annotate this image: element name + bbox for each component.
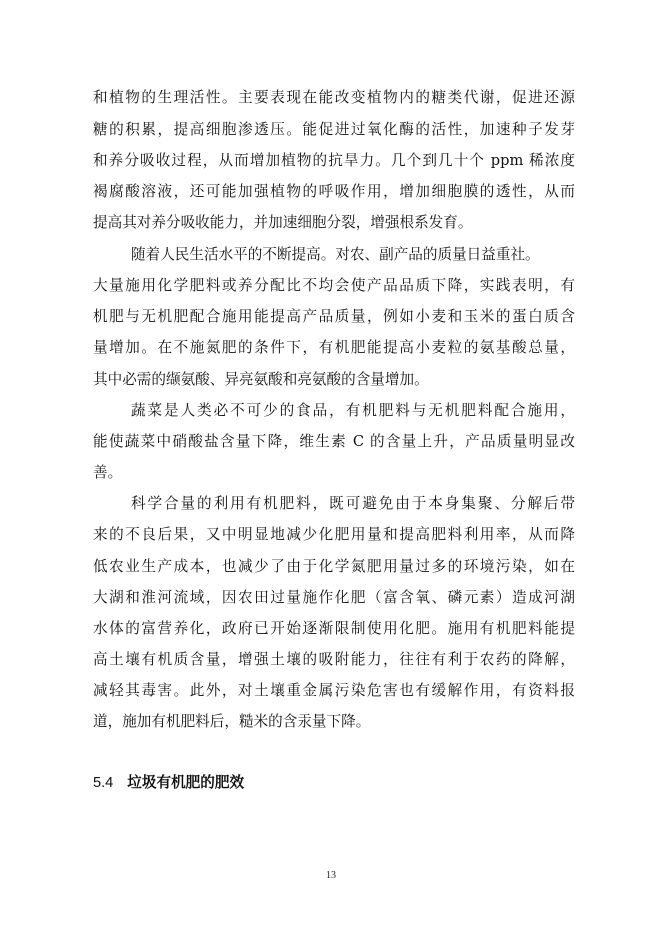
text-line: 低农业生产成本，也减少了由于化学氮肥用量过多的环境污染，如在 xyxy=(93,558,575,575)
text-line: 来的不良后果，又中明显地减少化肥用量和提高肥料利用率，从而降 xyxy=(93,526,575,543)
section-number: 5.4 xyxy=(93,775,114,791)
text-line: 量增加。在不施氮肥的条件下，有机肥能提高小麦粒的氨基酸总量， xyxy=(93,339,575,356)
text-line: 大湖和淮河流域，因农田过量施作化肥（富含氧、磷元素）造成河湖 xyxy=(93,589,575,606)
text-line: 和养分吸收过程，从而增加植物的抗旱力。几个到几十个 ppm 稀浓度 xyxy=(93,152,575,169)
text-line: 高土壤有机质含量，增强土壤的吸附能力，往往有利于农药的降解， xyxy=(93,651,575,668)
section-title: 垃圾有机肥的肥效 xyxy=(127,774,245,791)
text-line: 科学合量的利用有机肥料，既可避免由于本身集聚、分解后带 xyxy=(131,495,575,512)
text-line: 提高其对养分吸收能力，并加速细胞分裂，增强根系发育。 xyxy=(93,214,473,231)
text-line: 糖的积累，提高细胞渗透压。能促进过氧化酶的活性，加速种子发芽 xyxy=(93,121,575,138)
text-line: 道，施加有机肥料后，糙米的含汞量下降。 xyxy=(93,713,371,730)
section-heading xyxy=(93,773,244,793)
text-line: 减轻其毒害。此外，对土壤重金属污染危害也有缓解作用，有资料报 xyxy=(93,682,575,699)
text-line: 善。 xyxy=(93,464,123,481)
text-line: 随着人民生活水平的不断提高。对农、副产品的质量日益重社。 xyxy=(131,246,540,263)
text-line: 和植物的生理活性。主要表现在能改变植物内的糖类代谢，促进还源 xyxy=(93,89,575,106)
text-line: 水体的富营养化，政府已开始逐渐限制使用化肥。施用有机肥料能提 xyxy=(93,620,575,637)
text-line: 机肥与无机肥配合施用能提高产品质量，例如小麦和玉米的蛋白质含 xyxy=(93,308,575,325)
page-number: 13 xyxy=(326,870,336,881)
text-line: 褐腐酸溶液，还可能加强植物的呼吸作用，增加细胞膜的透性，从而 xyxy=(93,183,575,200)
text-line: 蔬菜是人类必不可少的食品，有机肥料与无机肥料配合施用， xyxy=(131,402,575,419)
text-line: 能使蔬菜中硝酸盐含量下降，维生素 C 的含量上升，产品质量明显改 xyxy=(93,433,575,450)
text-line: 大量施用化学肥料或养分配比不均会使产品品质下降，实践表明，有 xyxy=(93,277,575,294)
text-line: 其中必需的缬氨酸、异亮氨酸和亮氨酸的含量增加。 xyxy=(93,371,429,388)
